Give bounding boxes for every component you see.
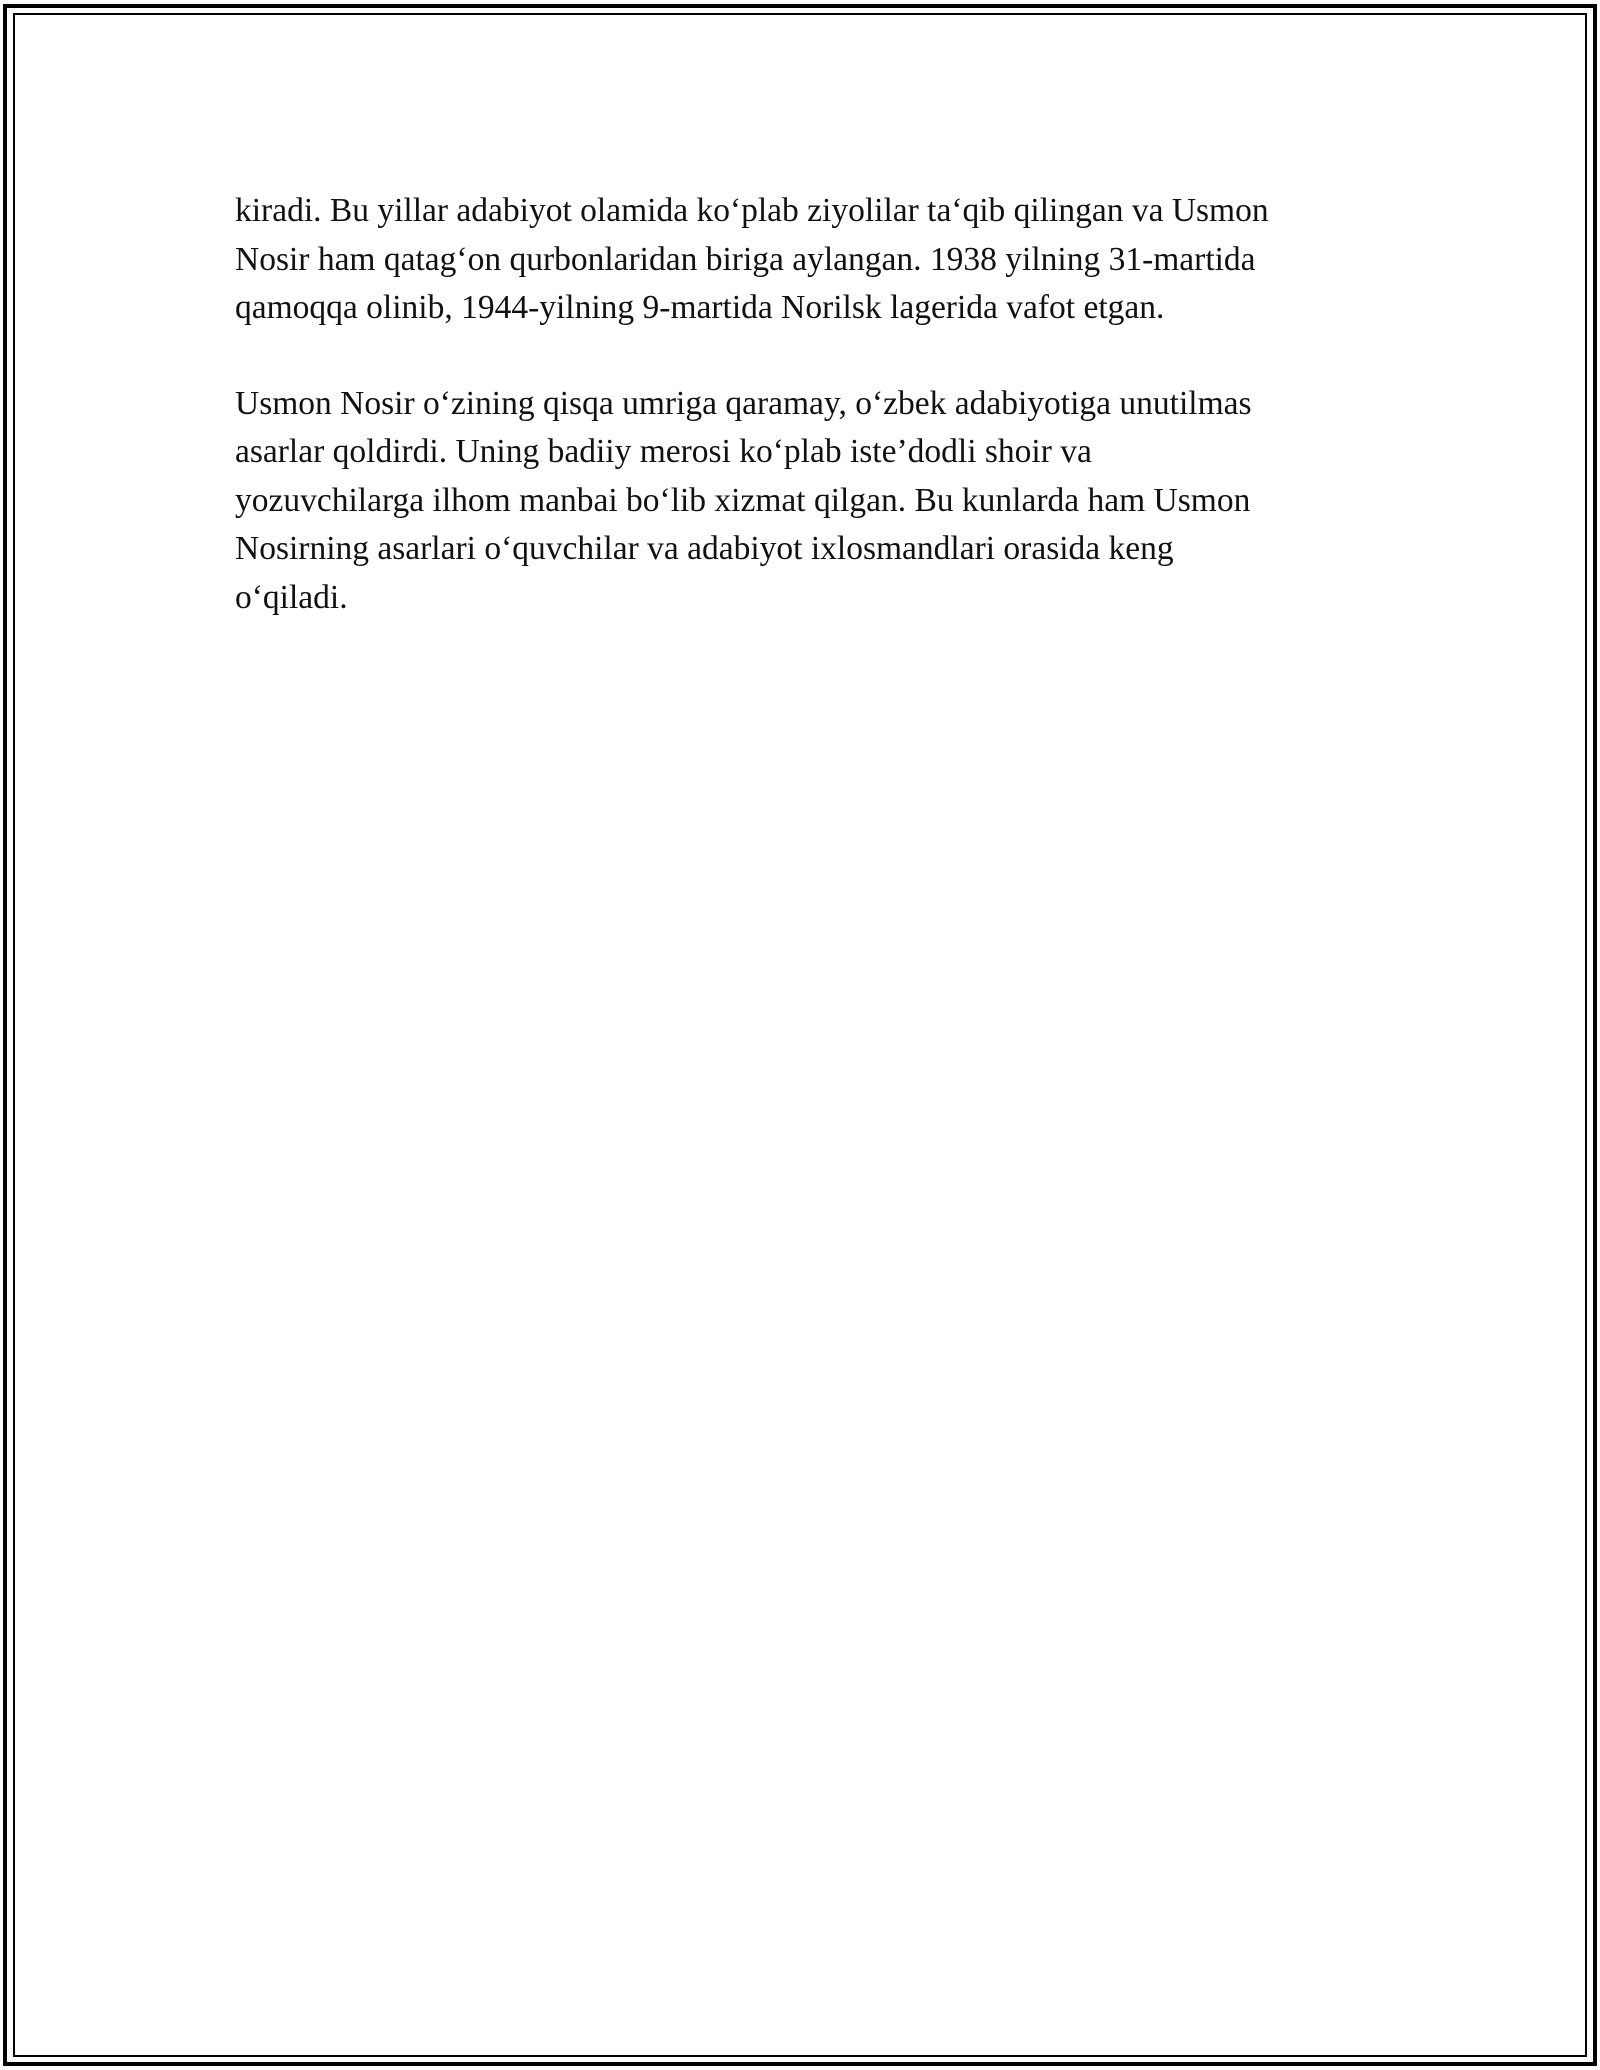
paragraph-line: Nosir ham qatag‘on qurbonlaridan biriga aylangan. 1938 yilning 31-martida <box>235 240 1256 278</box>
paragraph-line: asarlar qoldirdi. Uning badiiy merosi ko‘plab iste’dodli shoir va <box>235 433 1092 470</box>
paragraph-line: yozuvchilarga ilhom manbai bo‘lib xizmat qilgan. Bu kunlarda ham Usmon <box>235 481 1251 519</box>
document-body <box>235 187 1385 669</box>
paragraph-line: Usmon Nosir o‘zining qisqa umriga qaramay, o‘zbek adabiyotiga unutilmas <box>235 384 1252 422</box>
paragraph-1 <box>235 187 1385 333</box>
paragraph-2 <box>235 380 1385 623</box>
paragraph-line: Nosirning asarlari o‘quvchilar va adabiyot ixlosmandlari orasida keng <box>235 530 1174 567</box>
paragraph-line: kiradi. Bu yillar adabiyot olamida ko‘plab ziyolilar ta‘qib qilingan va Usmon <box>235 192 1269 229</box>
paragraph-line: o‘qiladi. <box>235 578 348 616</box>
paragraph-line: qamoqqa olinib, 1944-yilning 9-martida Norilsk lagerida vafot etgan. <box>235 289 1165 326</box>
